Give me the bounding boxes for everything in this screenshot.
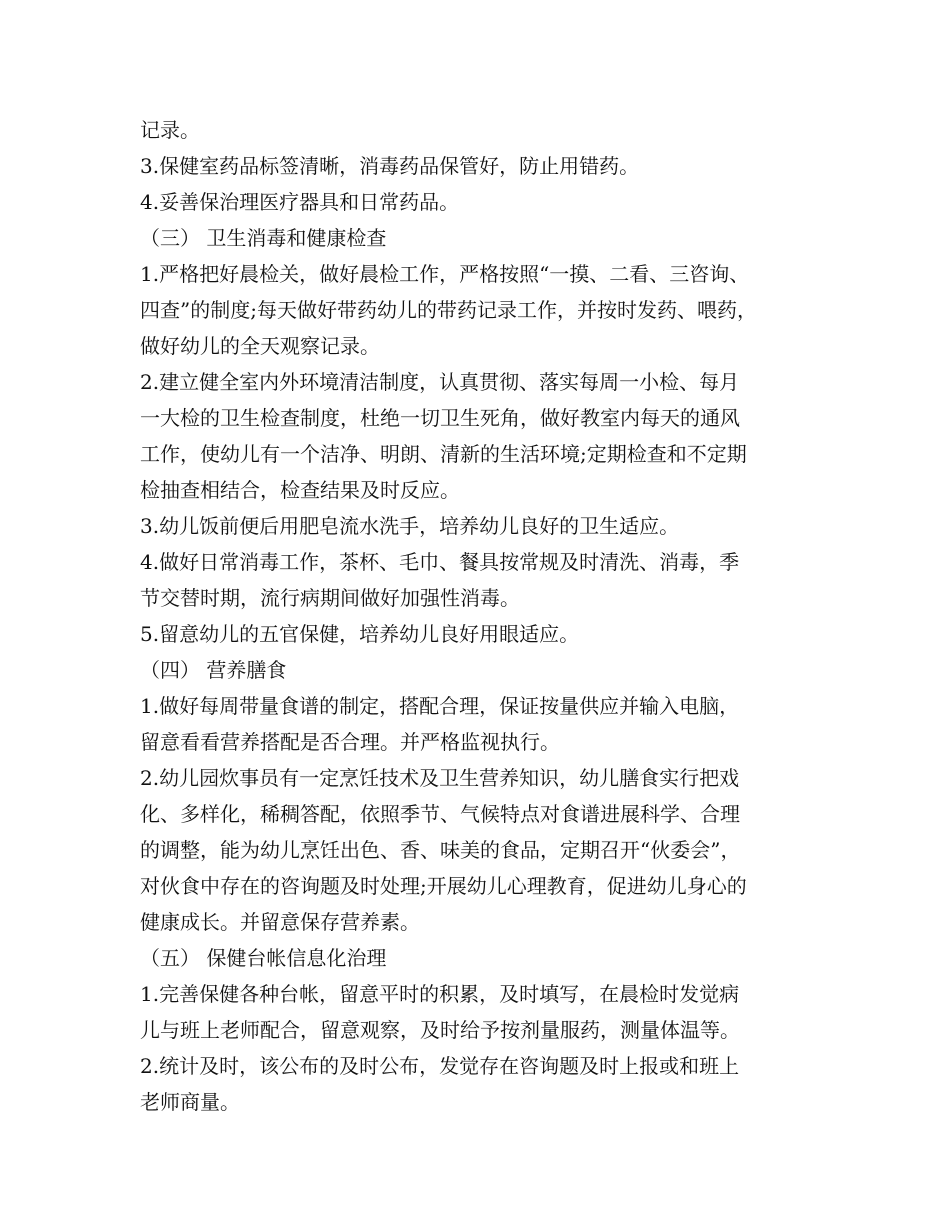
text-line: 留意看看营养搭配是否合理。并严格监视执行。 (140, 730, 560, 754)
text-line: 对伙食中存在的咨询题及时处理;开展幼儿心理教育，促进幼儿身心的 (140, 874, 747, 898)
document-body (140, 112, 830, 1120)
text-line: 1.完善保健各种台帐，留意平时的积累，及时填写，在晨检时发觉病 (140, 982, 740, 1006)
text-line: 四查”的制度;每天做好带药幼儿的带药记录工作，并按时发药、喂药， (140, 298, 757, 322)
text-line: 2.建立健全室内外环境清洁制度，认真贯彻、落实每周一小检、每月 (140, 370, 740, 394)
text-line: 检抽查相结合，检查结果及时反应。 (140, 478, 460, 502)
text-line: 节交替时期，流行病期间做好加强性消毒。 (140, 586, 520, 610)
text-line: 2.幼儿园炊事员有一定烹饪技术及卫生营养知识，幼儿膳食实行把戏 (140, 766, 740, 790)
section-heading: （五） 保健台帐信息化治理 (140, 946, 387, 970)
text-line: 工作，使幼儿有一个洁净、明朗、清新的生活环境;定期检查和不定期 (140, 442, 747, 466)
text-line: 化、多样化，稀稠答配，依照季节、气候特点对食谱进展科学、合理 (140, 802, 740, 826)
text-line: 健康成长。并留意保存营养素。 (140, 910, 420, 934)
text-line: 儿与班上老师配合，留意观察，及时给予按剂量服药，测量体温等。 (140, 1018, 740, 1042)
text-line: 1.做好每周带量食谱的制定，搭配合理，保证按量供应并输入电脑， (140, 694, 740, 718)
text-line: 4.做好日常消毒工作，茶杯、毛巾、餐具按常规及时清洗、消毒，季 (140, 550, 740, 574)
text-line: 的调整，能为幼儿烹饪出色、香、味美的食品，定期召开“伙委会”， (140, 838, 741, 862)
text-line: 老师商量。 (140, 1090, 240, 1114)
text-line: 记录。 (140, 118, 200, 142)
text-line: 3.幼儿饭前便后用肥皂流水洗手，培养幼儿良好的卫生适应。 (140, 514, 680, 538)
text-line: 一大检的卫生检查制度，杜绝一切卫生死角，做好教室内每天的通风 (140, 406, 740, 430)
section-heading: （四） 营养膳食 (140, 658, 287, 682)
text-line: 做好幼儿的全天观察记录。 (140, 334, 380, 358)
section-heading: （三） 卫生消毒和健康检查 (140, 226, 387, 250)
text-line: 4.妥善保治理医疗器具和日常药品。 (140, 190, 460, 214)
text-line: 2.统计及时，该公布的及时公布，发觉存在咨询题及时上报或和班上 (140, 1054, 740, 1078)
text-line: 5.留意幼儿的五官保健，培养幼儿良好用眼适应。 (140, 622, 580, 646)
text-line: 1.严格把好晨检关，做好晨检工作，严格按照“一摸、二看、三咨询、 (140, 262, 750, 286)
text-line: 3.保健室药品标签清晰，消毒药品保管好，防止用错药。 (140, 154, 640, 178)
